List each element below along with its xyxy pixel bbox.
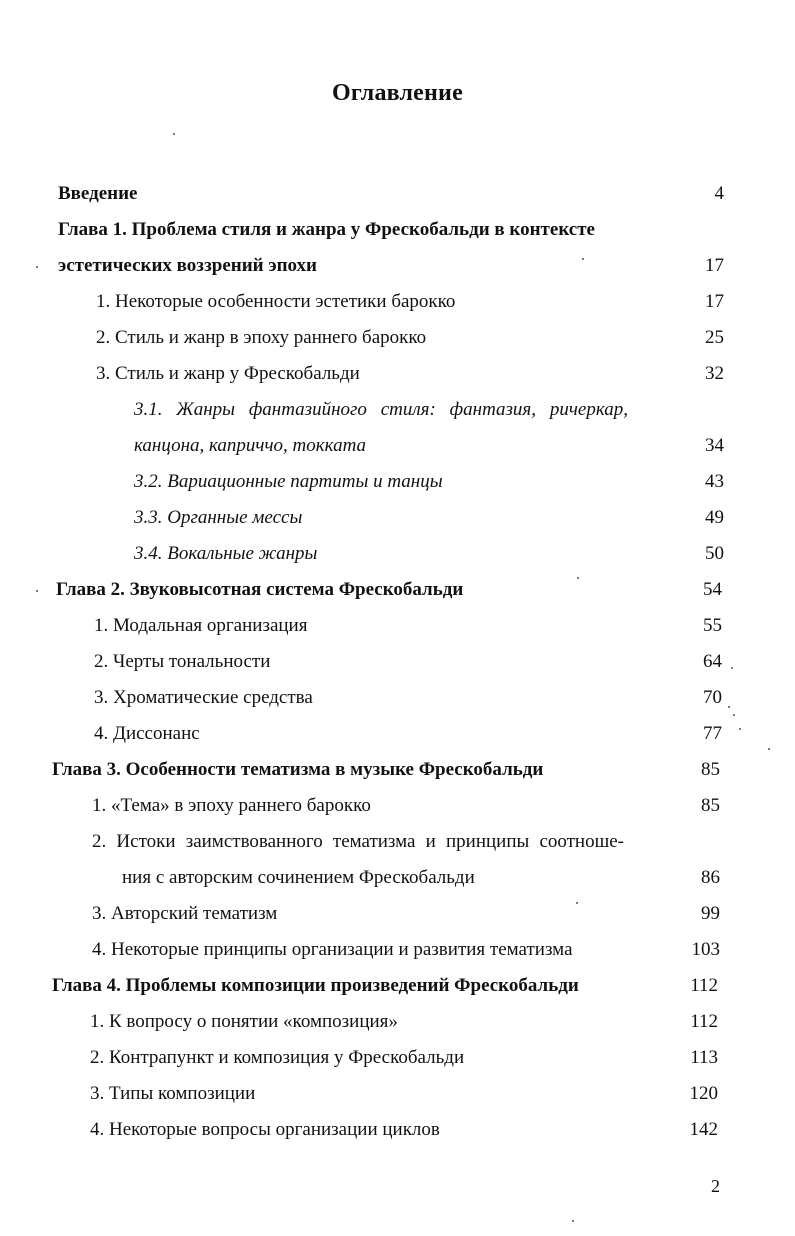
toc-entry-chapter-1: Глава 1. Проблема стиля и жанра у Фрескобальди в контексте: [58, 219, 595, 240]
scan-speck: [36, 590, 38, 592]
toc-page-number: 54: [703, 579, 722, 600]
toc-page-number: 120: [689, 1083, 718, 1104]
toc-entry-section: 2. Черты тональности: [94, 651, 271, 672]
toc-entry-subsection: 3.2. Вариационные партиты и танцы: [134, 471, 443, 492]
scan-speck: [576, 902, 578, 904]
page-number: 2: [711, 1176, 720, 1196]
toc-entry-introduction: Введение: [58, 183, 138, 204]
toc-entry-section: 3. Типы композиции: [90, 1083, 256, 1104]
scan-speck: [173, 133, 175, 135]
toc-entry-section: 2. Контрапункт и композиция у Фрескобальди: [90, 1047, 465, 1068]
scan-speck: [728, 706, 730, 708]
toc-entry-section: 1. Некоторые особенности эстетики барокко: [96, 291, 456, 312]
toc-entry-section: 2. Истоки заимствованного тематизма и принципы соотноше-: [92, 831, 624, 852]
toc-entry-section: 2. Стиль и жанр в эпоху раннего барокко: [96, 327, 427, 348]
toc-page-number: 85: [701, 795, 720, 816]
scan-speck: [572, 1220, 574, 1222]
toc-page-number: 34: [705, 435, 724, 456]
toc-entry-chapter-1-cont: эстетических воззрений эпохи: [58, 255, 318, 276]
toc-page-number: 113: [690, 1047, 718, 1068]
toc-page-number: 17: [705, 255, 724, 276]
toc-page-number: 17: [705, 291, 724, 312]
toc-page-number: 43: [705, 471, 724, 492]
toc-page-number: 77: [703, 723, 722, 744]
toc-page-number: 64: [703, 651, 722, 672]
toc-entry-subsection: 3.3. Органные мессы: [134, 507, 303, 528]
toc-page-number: 142: [689, 1119, 718, 1140]
toc-entry-chapter-3: Глава 3. Особенности тематизма в музыке Фрескобальди: [52, 759, 544, 780]
toc-entry-section: 3. Хроматические средства: [94, 687, 313, 708]
toc-entry-chapter-4: Глава 4. Проблемы композиции произведений Фрескобальди: [52, 975, 579, 996]
toc-page-number: 49: [705, 507, 724, 528]
toc-entry-section: 1. Модальная организация: [94, 615, 308, 636]
toc-page-number: 55: [703, 615, 722, 636]
toc-entry-section: 4. Некоторые вопросы организации циклов: [90, 1119, 440, 1140]
toc-entry-section: 3. Стиль и жанр у Фрескобальди: [96, 363, 360, 384]
scan-speck: [36, 266, 38, 268]
toc-entry-section: 1. «Тема» в эпоху раннего барокко: [92, 795, 371, 816]
scan-speck: [733, 714, 735, 716]
toc-entry-subsection-cont: канцона, каприччо, токката: [134, 435, 367, 456]
page-title: Оглавление: [332, 80, 463, 106]
toc-page-number: 103: [691, 939, 720, 960]
toc-entry-section: 1. К вопросу о понятии «композиция»: [90, 1011, 398, 1032]
toc-page-number: 99: [701, 903, 720, 924]
toc-entry-section: 4. Некоторые принципы организации и развития тематизма: [92, 939, 573, 960]
toc-page-number: 25: [705, 327, 724, 348]
toc-page-number: 32: [705, 363, 724, 384]
toc-entry-section-cont: ния с авторским сочинением Фрескобальди: [122, 867, 475, 888]
scan-speck: [768, 748, 770, 750]
toc-page-number: 70: [703, 687, 722, 708]
toc-page-number: 86: [701, 867, 720, 888]
toc-entry-subsection: 3.4. Вокальные жанры: [134, 543, 318, 564]
toc-page-number: 4: [714, 183, 724, 204]
scan-speck: [731, 667, 733, 669]
toc-page-number: 85: [701, 759, 720, 780]
scan-speck: [739, 728, 741, 730]
toc-page-number: 112: [690, 1011, 718, 1032]
toc-entry-section: 4. Диссонанс: [94, 723, 200, 744]
toc-page-number: 112: [690, 975, 718, 996]
toc-entry-section: 3. Авторский тематизм: [92, 903, 278, 924]
toc-entry-chapter-2: Глава 2. Звуковысотная система Фрескобальди: [56, 579, 464, 600]
toc-entry-subsection: 3.1. Жанры фантазийного стиля: фантазия, ричеркар,: [134, 399, 628, 420]
scan-speck: [577, 577, 579, 579]
toc-page-number: 50: [705, 543, 724, 564]
scan-speck: [582, 258, 584, 260]
